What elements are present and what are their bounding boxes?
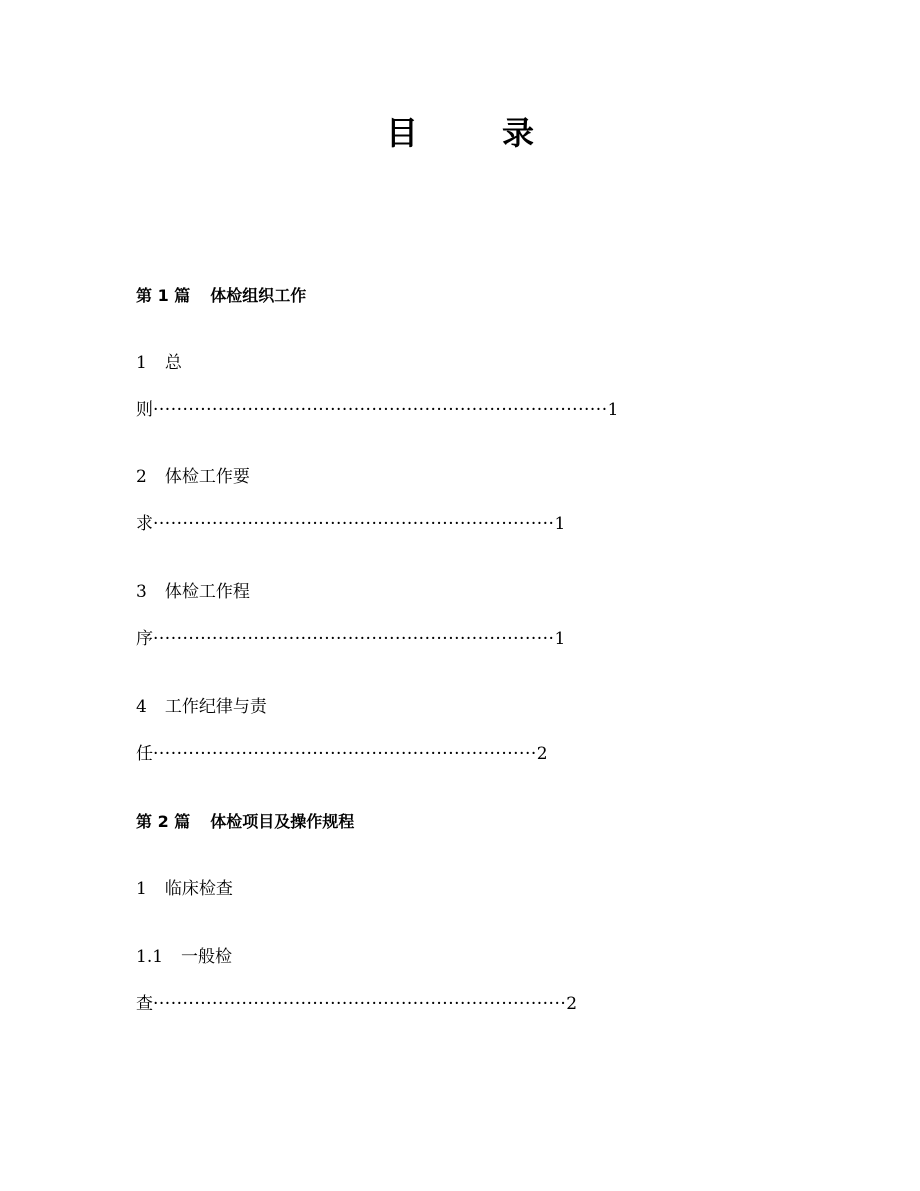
page-number: 2 [566,994,578,1014]
toc-entry-head[interactable] [136,878,233,900]
part-title: 体检组织工作 [210,286,307,305]
toc-entry-head[interactable] [136,581,250,603]
entry-text: 一般检 [181,947,233,967]
entry-number: 1 [136,353,147,373]
toc-part-2[interactable] [136,811,354,833]
dot-leader: ······································································ [153,994,567,1014]
toc-part-1[interactable] [136,285,306,307]
entry-text-tail: 任 [136,744,153,764]
page-title [0,108,920,154]
title-char-1: 目 [385,114,418,152]
entry-number: 2 [136,467,147,487]
toc-entry-head[interactable] [136,466,250,488]
page-number: 1 [554,629,566,649]
entry-text: 工作纪律与责 [164,697,267,717]
dot-leader: ································································· [153,744,537,764]
toc-entry-tail[interactable] [136,399,618,421]
dot-leader: ···································································· [153,514,555,534]
entry-number: 1.1 [136,947,164,967]
entry-text: 临床检查 [164,879,233,899]
page-number: 1 [607,400,619,420]
entry-text: 体检工作要 [164,467,250,487]
part-title: 体检项目及操作规程 [210,812,355,831]
toc-entry-tail[interactable] [136,513,565,535]
page-number: 2 [536,744,548,764]
dot-leader: ···································································· [153,629,555,649]
toc-entry-tail[interactable] [136,628,565,650]
toc-entry-head[interactable] [136,696,267,718]
entry-number: 3 [136,582,147,602]
entry-text: 体检工作程 [164,582,250,602]
page-number: 1 [554,514,566,534]
title-char-2: 录 [502,114,535,152]
part-number: 第 2 篇 [136,812,191,831]
entry-text-tail: 查 [136,994,153,1014]
dot-leader: ············································································· [153,400,608,420]
toc-entry-tail[interactable] [136,743,548,765]
toc-entry-head[interactable] [136,352,182,374]
entry-text-tail: 则 [136,400,153,420]
entry-text: 总 [164,353,182,373]
part-number: 第 1 篇 [136,286,191,305]
toc-entry-head[interactable] [136,946,232,968]
entry-text-tail: 序 [136,629,153,649]
toc-entry-tail[interactable] [136,993,577,1015]
entry-number: 1 [136,879,147,899]
entry-number: 4 [136,697,147,717]
entry-text-tail: 求 [136,514,153,534]
